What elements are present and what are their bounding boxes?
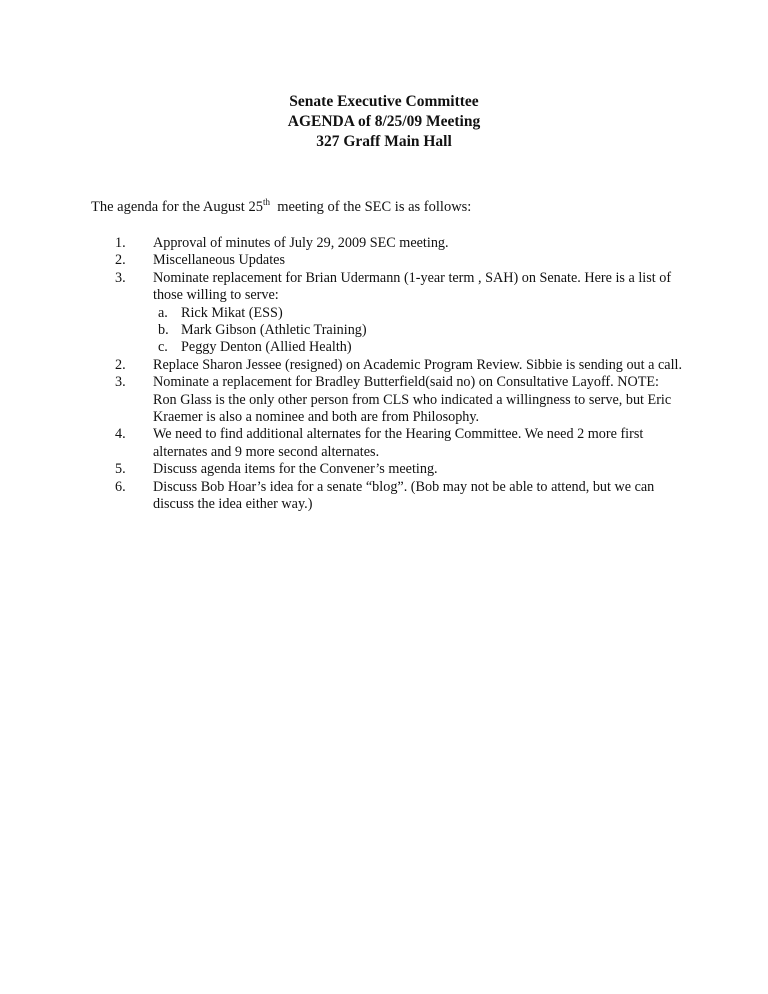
agenda-item — [0, 252, 683, 269]
agenda-item — [0, 426, 683, 461]
nominee-name: Peggy Denton (Allied Health) — [181, 339, 352, 356]
agenda-item — [0, 461, 683, 478]
agenda-title: AGENDA of 8/25/09 Meeting — [287, 113, 481, 130]
nominee-item — [153, 339, 683, 356]
intro-text-start: The agenda for the August 25 — [91, 199, 263, 215]
document-header — [0, 92, 768, 152]
agenda-item-number: 2. — [115, 356, 126, 373]
nominee-letter: b. — [158, 322, 169, 339]
agenda-item — [0, 357, 683, 374]
agenda-item-number: 3. — [115, 269, 126, 286]
agenda-item — [0, 374, 683, 426]
nominee-item — [153, 305, 683, 322]
nominee-name: Rick Mikat (ESS) — [181, 304, 283, 321]
agenda-item-text: Miscellaneous Updates — [153, 252, 285, 269]
agenda-item — [0, 235, 683, 252]
committee-title: Senate Executive Committee — [289, 93, 479, 110]
nominee-letter: a. — [158, 304, 168, 321]
intro-text-end: meeting of the SEC is as follows: — [269, 199, 472, 215]
agenda-item-number: 5. — [115, 461, 126, 478]
intro-superscript: th — [262, 197, 270, 207]
meeting-location: 327 Graff Main Hall — [316, 133, 452, 150]
nominee-letter: c. — [158, 339, 168, 356]
agenda-item-number: 6. — [115, 478, 126, 495]
nominee-list — [153, 305, 683, 357]
agenda-item-text: Approval of minutes of July 29, 2009 SEC meeting. — [153, 235, 449, 251]
nominee-name: Mark Gibson (Athletic Training) — [181, 322, 367, 339]
agenda-item-text: Discuss agenda items for the Convener’s meeting. — [153, 461, 438, 478]
agenda-item-text: We need to find additional alternates for the Hearing Committee. We need 2 more first alternates and 9 more second alternates. — [153, 426, 644, 460]
agenda-item — [0, 479, 683, 514]
agenda-item-text: Discuss Bob Hoar’s idea for a senate “blog”. (Bob may not be able to attend, but we can discuss the idea either way.) — [153, 478, 655, 513]
agenda-item-number: 2. — [115, 252, 126, 269]
agenda-item-text: Nominate replacement for Brian Udermann (1-year term , SAH) on Senate. Here is a list of those willing to serve: — [153, 269, 672, 304]
agenda-item-number: 3. — [115, 374, 126, 391]
agenda-item — [0, 270, 683, 357]
agenda-item-number: 1. — [115, 235, 126, 251]
agenda-list — [0, 235, 768, 514]
agenda-item-number: 4. — [115, 426, 126, 443]
nominee-item — [153, 322, 683, 339]
agenda-item-text: Replace Sharon Jessee (resigned) on Academic Program Review. Sibbie is sending out a call. — [153, 356, 682, 373]
agenda-item-text: Nominate a replacement for Bradley Butterfield(said no) on Consultative Layoff. NOTE: Ron Glass is the only other person from CLS who indicated a willingness to serve, but Eric Kraemer is also a nominee and both are from Philosophy. — [153, 374, 672, 426]
intro-paragraph — [91, 198, 471, 216]
